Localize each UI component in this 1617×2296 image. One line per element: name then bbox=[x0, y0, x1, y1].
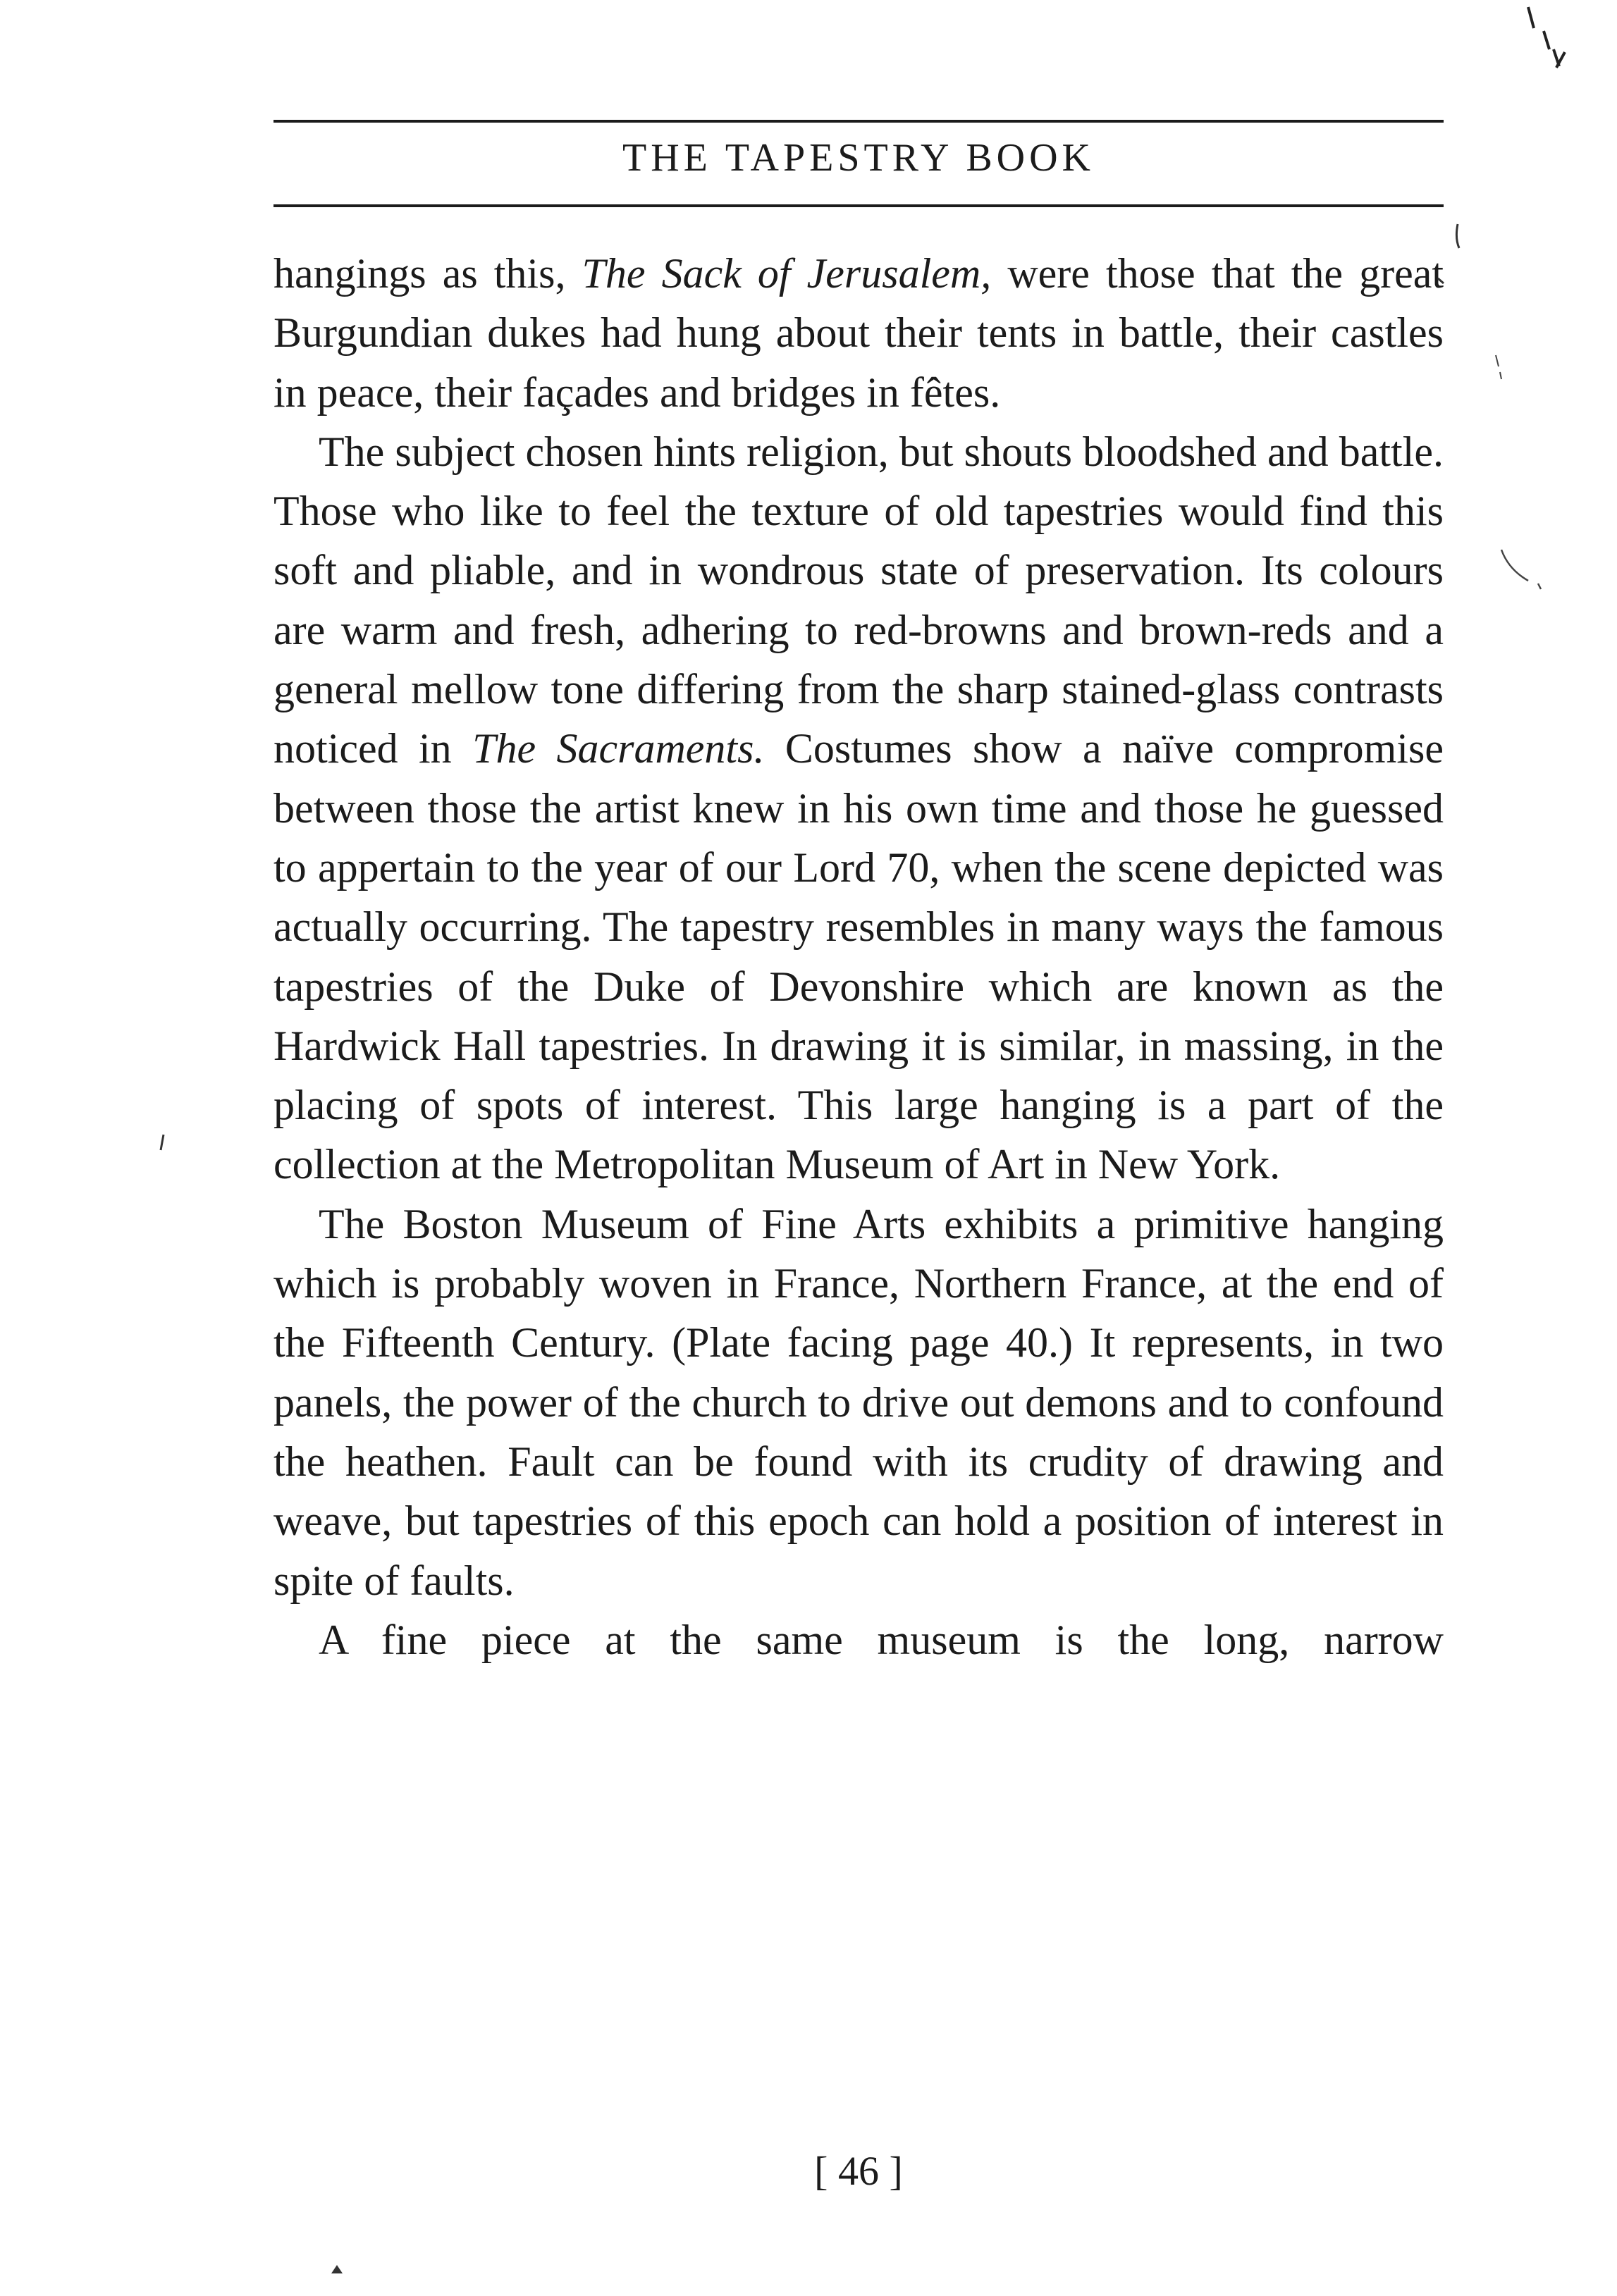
paragraph-3 bbox=[273, 1195, 1444, 1610]
paragraph-3-text: The Boston Museum of Fine Arts exhibits a primitive hanging which is probably woven in France, Northern France, at the end of the Fifteenth Century. (Plate facing page 40.) It represents, in two panels, the power of the church to drive out demons and to confound the heathen. Fault can be found with its crudity of drawing and weave, but tapestries of this epoch can hold a position of interest in spite of faults. bbox=[273, 1200, 1444, 1604]
header-top-rule bbox=[273, 120, 1444, 123]
paragraph-2-text-start: The subject chosen hints religion, but shouts bloodshed and battle. Those who like to feel the texture of old tapestries would find this soft and pliable, and in wondrous state of preservation. Its colours are warm and fresh, adhering to red-browns and brown-reds and a general mellow tone differing from the sharp stained-glass contrasts noticed in bbox=[273, 428, 1444, 772]
paragraph-4-text: A fine piece at the same museum is the long, narrow bbox=[319, 1616, 1444, 1663]
running-title: THE TAPESTRY BOOK bbox=[622, 136, 1095, 180]
paragraph-4 bbox=[273, 1610, 1444, 1669]
paragraph-1-italic-title: The Sack of Jerusalem, bbox=[582, 250, 992, 297]
body-text bbox=[273, 244, 1444, 1669]
paragraph-2-italic-title: The Sacraments. bbox=[472, 725, 765, 772]
paragraph-2 bbox=[273, 422, 1444, 1195]
paragraph-1-text-end: were those that the great Burgundian dukes had hung about their tents in battle, their castles in peace, their façades and bridges in fêtes. bbox=[273, 250, 1444, 416]
paragraph-1 bbox=[273, 244, 1444, 422]
header-bottom-rule bbox=[273, 204, 1444, 207]
paragraph-1-text-start: hangings as this, bbox=[273, 250, 582, 297]
paragraph-2-text-end: Costumes show a naïve compromise between those the artist knew in his own time and those he guessed to appertain to the year of our Lord 70, when the scene depicted was actually occurring. The tapestry resembles in many ways the famous tapestries of the Duke of Devonshire which are known as the Hardwick Hall tapestries. In drawing it is similar, in massing, in the placing of spots of interest. This large hanging is a part of the collection at the Metropolitan Museum of Art in New York. bbox=[273, 725, 1444, 1188]
page-number: [ 46 ] bbox=[814, 2148, 903, 2194]
